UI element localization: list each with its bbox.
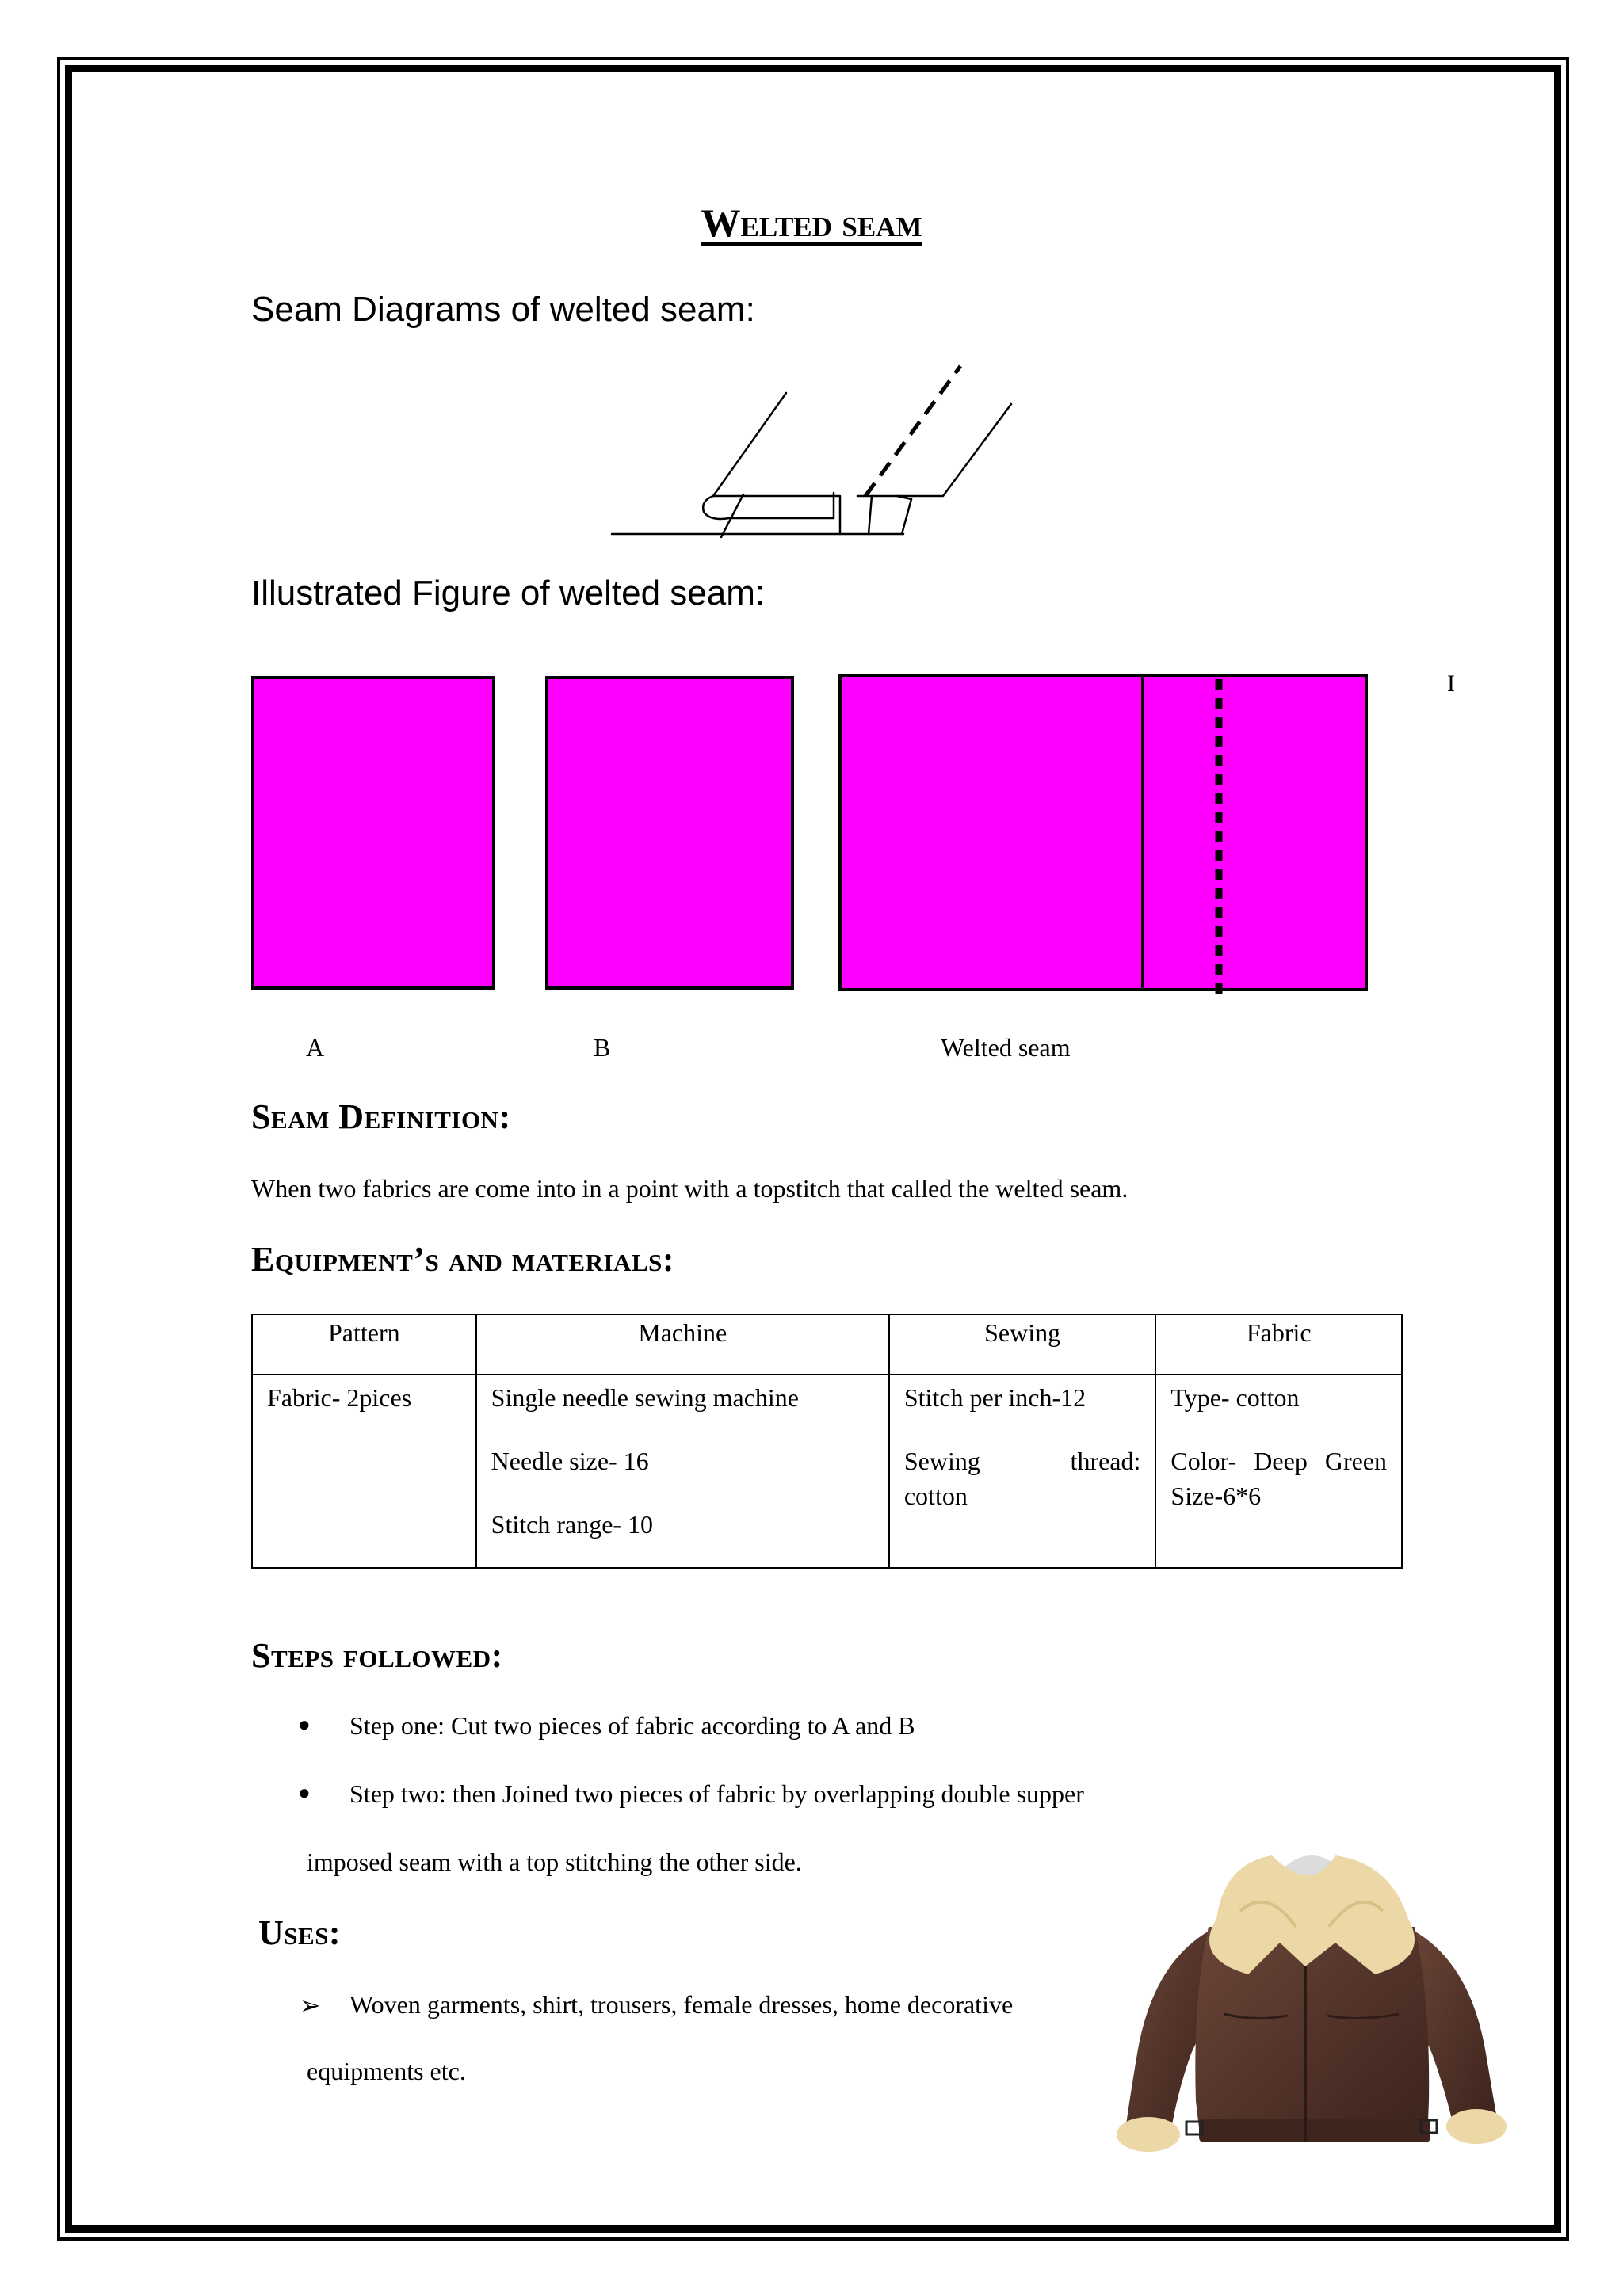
figure-label-welted-seam: Welted seam	[941, 1033, 1071, 1062]
seam-diagram	[602, 357, 1030, 547]
machine-type: Single needle sewing machine	[491, 1383, 799, 1412]
needle-size: Needle size- 16	[491, 1447, 649, 1475]
uses-heading: Uses:	[258, 1913, 342, 1952]
table-header-fabric: Fabric	[1155, 1314, 1402, 1375]
table-cell-machine	[476, 1375, 889, 1568]
uses-text: Woven garments, shirt, trousers, female dresses, home decorative	[349, 1990, 1014, 2019]
sewing-thread-label	[904, 1444, 1141, 1478]
page-title: Welted seam	[701, 200, 922, 245]
equipment-table	[251, 1314, 1403, 1569]
bullet-dot-icon: ●	[298, 1713, 311, 1736]
step-two-continued: imposed seam with a top stitching the other side.	[307, 1848, 802, 1876]
step-two: Step two: then Joined two pieces of fabric by overlapping double supper	[349, 1779, 1084, 1808]
fabric-color: Color- Deep Green	[1170, 1447, 1387, 1475]
stitch-per-inch: Stitch per inch-12	[903, 1383, 1086, 1412]
sewing-thread-value: cotton	[903, 1482, 968, 1510]
fabric-piece-b	[545, 676, 794, 990]
fabric-type: Type- cotton	[1170, 1383, 1300, 1412]
stray-mark: I	[1447, 670, 1455, 696]
steps-heading: Steps followed:	[251, 1636, 503, 1675]
table-cell-fabric	[1155, 1375, 1402, 1568]
pattern-value: Fabric- 2pices	[267, 1383, 412, 1412]
illustrated-figure-heading: Illustrated Figure of welted seam:	[251, 574, 766, 612]
figure-label-a: A	[306, 1033, 325, 1062]
fabric-piece-a	[251, 676, 495, 990]
table-header-row	[252, 1314, 1402, 1375]
arrow-bullet-icon: ➢	[300, 1991, 321, 2019]
table-header-machine: Machine	[476, 1314, 889, 1375]
fabric-size: Size-6*6	[1170, 1482, 1262, 1510]
sewing-thread-text: Sewing thread:	[903, 1447, 1141, 1475]
seam-diagram-heading: Seam Diagrams of welted seam:	[251, 290, 755, 329]
step-one: Step one: Cut two pieces of fabric according to A and B	[349, 1711, 915, 1740]
table-cell-pattern	[252, 1375, 476, 1568]
leather-jacket-image	[1098, 1840, 1526, 2164]
table-row	[252, 1375, 1402, 1568]
seam-definition-heading: Seam Definition:	[251, 1097, 511, 1136]
welted-seam-figure	[838, 674, 1368, 999]
seam-definition-text: When two fabrics are come into in a point with a topstitch that called the welted seam.	[251, 1174, 1128, 1203]
table-cell-sewing	[889, 1375, 1156, 1568]
bullet-dot-icon: ●	[298, 1781, 311, 1804]
stitch-range: Stitch range- 10	[491, 1510, 654, 1539]
equipment-heading: Equipment’s and materials:	[251, 1240, 675, 1279]
uses-text-continued: equipments etc.	[307, 2057, 466, 2085]
figure-label-b: B	[594, 1033, 611, 1062]
table-header-pattern: Pattern	[252, 1314, 476, 1375]
table-header-sewing: Sewing	[889, 1314, 1156, 1375]
